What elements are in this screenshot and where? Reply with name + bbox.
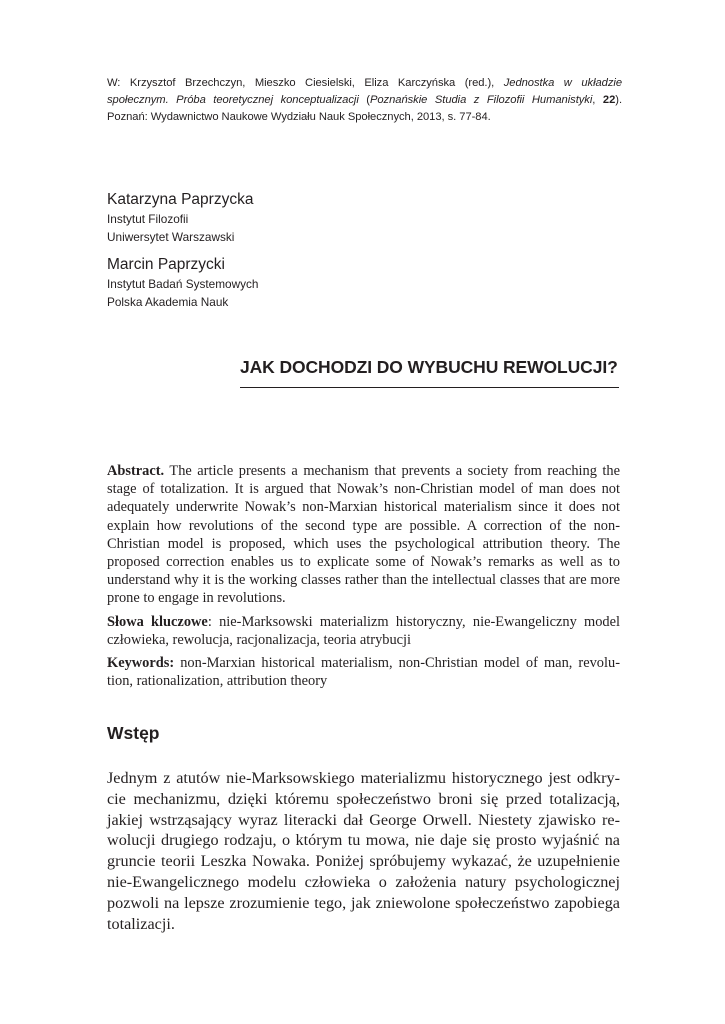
author-affiliation-academy: Polska Akademia Nauk — [107, 295, 229, 309]
citation-volume: 22 — [602, 94, 616, 106]
citation-note — [107, 75, 622, 126]
keywords-pl-label: Słowa kluczowe — [107, 613, 208, 630]
keywords-en-text: non-Marxian historical materialism, non-Christian model of man, revolution, rationalization, attribution theory — [107, 655, 620, 690]
author-block-1 — [107, 190, 507, 246]
citation-suffix: ). Poznań: Wydawnictwo Naukowe Wydziału Nauk Społecznych, 2013, s. 77-84. — [107, 94, 622, 123]
abstract-section — [107, 462, 620, 695]
keywords-pl-paragraph — [107, 613, 620, 649]
keywords-en-paragraph — [107, 654, 620, 690]
body-paragraph: Jednym z atutów nie-Marksowskiego materializmu historycznego jest odkrycie mechanizmu, dzięki któremu społeczeństwo broni się przed totalizacją, jakiej wstrząsający wyraz literacki dał George Orwell. Niestety zjawisko rewolucji drugiego rodzaju, o którym tu mowa, nie daje się prosto wyjaśnić na gruncie teorii Leszka Nowaka. Poniżej spróbujemy wykazać, że uzupełnienie nie-Ewangelicznego modelu człowieka o założenia natury psychologicznej pozwoli na lepsze zrozumienie tego, jak zniewolone społeczeństwo zapobiega totalizacji. — [107, 769, 620, 933]
citation-series-sep: , — [592, 94, 603, 106]
author-affiliation-university: Uniwersytet Warszawski — [107, 230, 235, 244]
author-affiliation-institute: Instytut Filozofii — [107, 212, 189, 226]
citation-prefix: W: Krzysztof Brzechczyn, Mieszko Ciesielski, Eliza Karczyńska (red.), — [107, 77, 504, 89]
article-title: JAK DOCHODZI DO WYBUCHU REWOLUCJI? — [240, 357, 618, 377]
abstract-paragraph — [107, 462, 620, 608]
author-name: Katarzyna Paprzycka — [107, 191, 254, 208]
title-underline — [240, 387, 619, 388]
author-name: Marcin Paprzycki — [107, 256, 225, 273]
citation-series-name: Poznańskie Studia z Filozofii Humanistyki — [369, 94, 593, 106]
abstract-label: Abstract. — [107, 463, 165, 479]
keywords-en-label: Keywords: — [107, 655, 175, 672]
citation-book-title: Jednostka w układzie społecznym. Próba teoretycznej konceptualizacji — [107, 77, 622, 106]
keywords-pl-text: : nie-Marksowski materializm historyczny, nie-Ewangeliczny model człowieka, rewolucja, racjonalizacja, teoria atrybucji — [107, 613, 621, 648]
abstract-text: The article presents a mechanism that prevents a society from reaching the stage of totalization. It is argued that Nowak’s non-Christian model of man does not adequately underwrite Nowak’s non-Marxian historical materialism since it does not explain how revolutions of the second type are possible. A correction of the non-Christian model is proposed, which uses the psychological attribution theory. The proposed correction enables us to explicate some of Nowak’s remarks as well as to understand why it is the working classes rather than the intellectual classes that are more prone to engage in revolutions. — [107, 463, 620, 607]
citation-series-open: ( — [358, 94, 370, 106]
section-heading: Wstęp — [107, 723, 160, 743]
author-affiliation-institute: Instytut Badań Systemowych — [107, 277, 259, 291]
author-block-2 — [107, 255, 507, 311]
